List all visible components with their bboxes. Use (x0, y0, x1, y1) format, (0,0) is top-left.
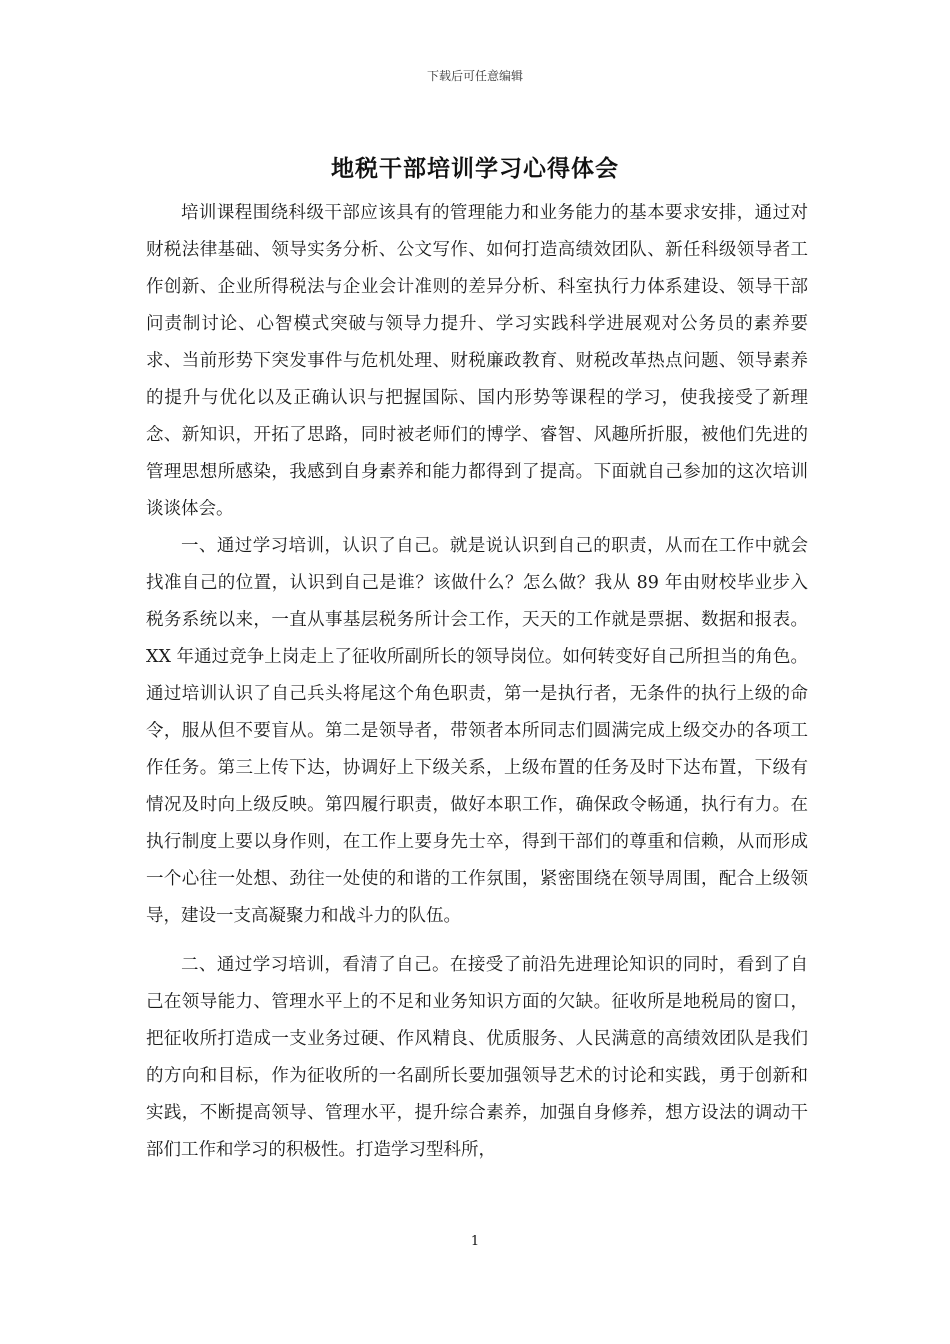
header-note: 下载后可任意编辑 (426, 69, 523, 83)
document-body (146, 195, 808, 1169)
paragraph-intro: 培训课程围绕科级干部应该具有的管理能力和业务能力的基本要求安排，通过对财税法律基础、领导实务分析、公文写作、如何打造高绩效团队、新任科级领导者工作创新、企业所得税法与企业会计准则的差异分析、科室执行力体系建设、领导干部问责制讨论、心智模式突破与领导力提升、学习实践科学进展观对公务员的素养要求、当前形势下突发事件与危机处理、财税廉政教育、财税改革热点问题、领导素养的提升与优化以及正确认识与把握国际、国内形势等课程的学习，使我接受了新理念、新知识，开拓了思路，同时被老师们的博学、睿智、风趣所折服，被他们先进的管理思想所感染，我感到自身素养和能力都得到了提高。下面就自己参加的这次培训谈谈体会。 (146, 203, 808, 519)
document-title: 地税干部培训学习心得体会 (331, 156, 619, 182)
paragraph-section-one: 一、通过学习培训，认识了自己。就是说认识到自己的职责，从而在工作中就会找准自己的位置，认识到自己是谁？该做什么？怎么做？我从 89 年由财校毕业步入税务系统以来，一直从事基层税务所计会工作，天天的工作就是票据、数据和报表。XX 年通过竞争上岗走上了征收所副所长的领导岗位。如何转变好自己所担当的角色。通过培训认识了自己兵头将尾这个角色职责，第一是执行者，无条件的执行上级的命令，服从但不要盲从。第二是领导者，带领者本所同志们圆满完成上级交办的各项工作任务。第三上传下达，协调好上下级关系，上级布置的任务及时下达布置，下级有情况及时向上级反映。第四履行职责，做好本职工作，确保政令畅通，执行有力。在执行制度上要以身作则，在工作上要身先士卒，得到干部们的尊重和信赖，从而形成一个心往一处想、劲往一处使的和谐的工作氛围，紧密围绕在领导周围，配合上级领导，建设一支高凝聚力和战斗力的队伍。 (146, 536, 808, 926)
paragraph-section-two: 二、通过学习培训，看清了自己。在接受了前沿先进理论知识的同时，看到了自己在领导能力、管理水平上的不足和业务知识方面的欠缺。征收所是地税局的窗口，把征收所打造成一支业务过硬、作风精良、优质服务、人民满意的高绩效团队是我们的方向和目标，作为征收所的一名副所长要加强领导艺术的讨论和实践，勇于创新和实践，不断提高领导、管理水平，提升综合素养，加强自身修养，想方设法的调动干部们工作和学习的积极性。打造学习型科所， (146, 955, 808, 1160)
page-number: 1 (470, 1234, 480, 1249)
